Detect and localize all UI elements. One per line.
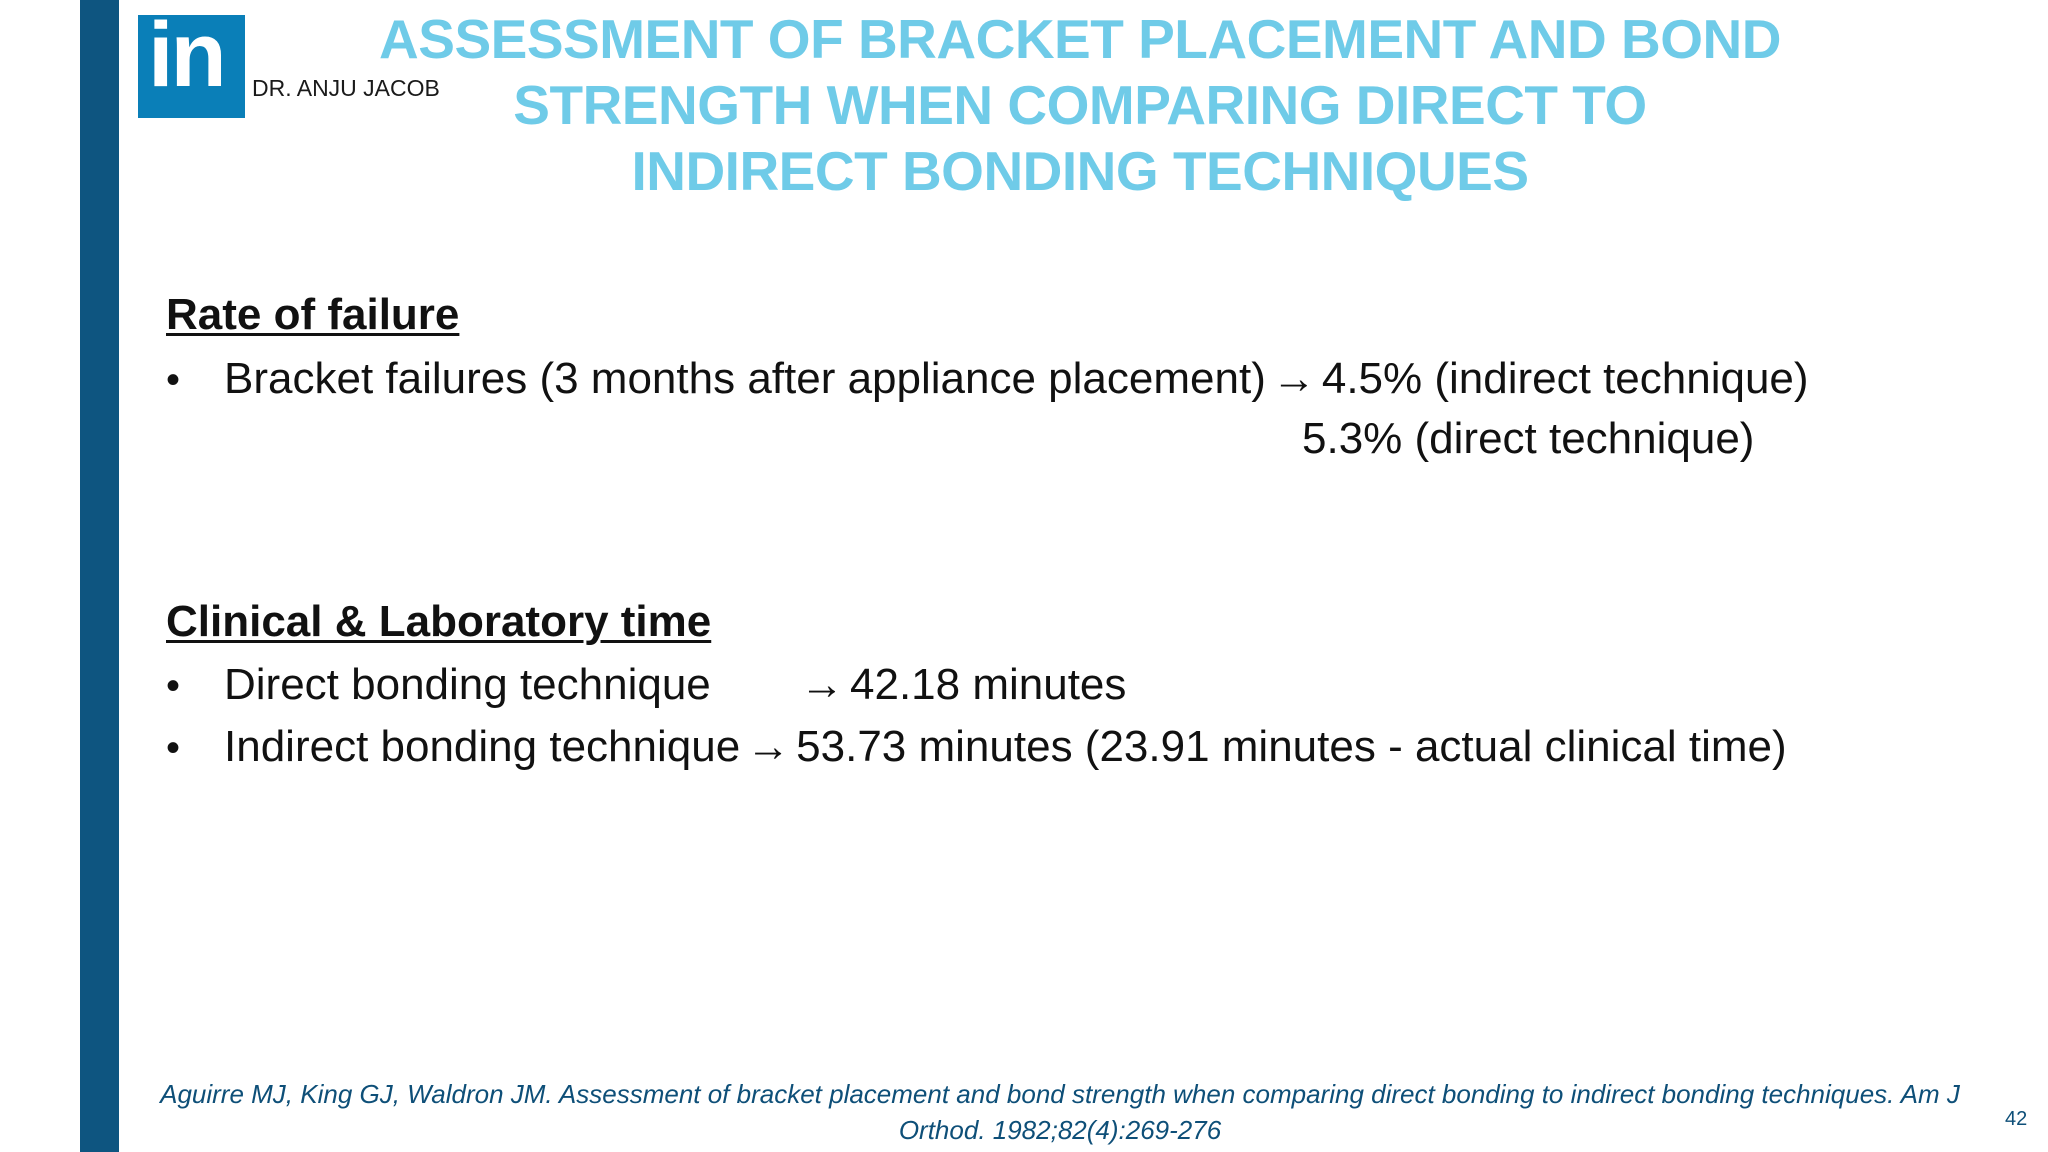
citation-line-1: Aguirre MJ, King GJ, Waldron JM. Assessment of bracket placement and bond strength when comparing direct bonding to indirect bonding techniques. Am J bbox=[160, 1079, 1960, 1109]
author-name: DR. ANJU JACOB bbox=[252, 75, 440, 101]
citation-line-2: Orthod. 1982;82(4):269-276 bbox=[898, 1115, 1222, 1145]
indirect-bonding-label: Indirect bonding technique bbox=[224, 722, 741, 771]
direct-bonding-value-line bbox=[800, 660, 1126, 710]
bracket-failures-label: Bracket failures (3 months after appliance placement) bbox=[224, 354, 1266, 403]
direct-bonding-label: Direct bonding technique bbox=[224, 660, 711, 709]
left-accent-bar bbox=[80, 0, 119, 1152]
arrow-right-icon: → bbox=[1271, 354, 1316, 403]
bullet-icon: • bbox=[166, 726, 181, 770]
section-heading-rate-of-failure: Rate of failure bbox=[166, 290, 460, 339]
title-line-3: INDIRECT BONDING TECHNIQUES bbox=[631, 140, 1529, 202]
direct-failure-value: 5.3% (direct technique) bbox=[1302, 414, 1755, 463]
title-line-1: ASSESSMENT OF BRACKET PLACEMENT AND BOND bbox=[379, 8, 1781, 70]
indirect-failure-value: 4.5% (indirect technique) bbox=[1321, 354, 1809, 403]
citation bbox=[130, 1076, 1990, 1148]
slide-title bbox=[340, 6, 1820, 204]
logo-text: in bbox=[148, 4, 224, 106]
bracket-failures-line bbox=[224, 354, 1809, 404]
indirect-bonding-line bbox=[224, 722, 1787, 772]
arrow-right-icon: → bbox=[746, 722, 791, 771]
bullet-icon: • bbox=[166, 664, 181, 708]
bullet-icon: • bbox=[166, 358, 181, 402]
page-number: 42 bbox=[2005, 1108, 2028, 1130]
title-line-2: STRENGTH WHEN COMPARING DIRECT TO bbox=[513, 74, 1647, 136]
direct-bonding-line bbox=[224, 660, 711, 710]
linkedin-logo-icon bbox=[138, 4, 245, 118]
direct-bonding-value: 42.18 minutes bbox=[850, 660, 1127, 709]
section-heading-clinical-time: Clinical & Laboratory time bbox=[166, 597, 712, 646]
arrow-right-icon: → bbox=[800, 660, 844, 709]
indirect-bonding-value: 53.73 minutes (23.91 minutes - actual clinical time) bbox=[796, 722, 1787, 771]
